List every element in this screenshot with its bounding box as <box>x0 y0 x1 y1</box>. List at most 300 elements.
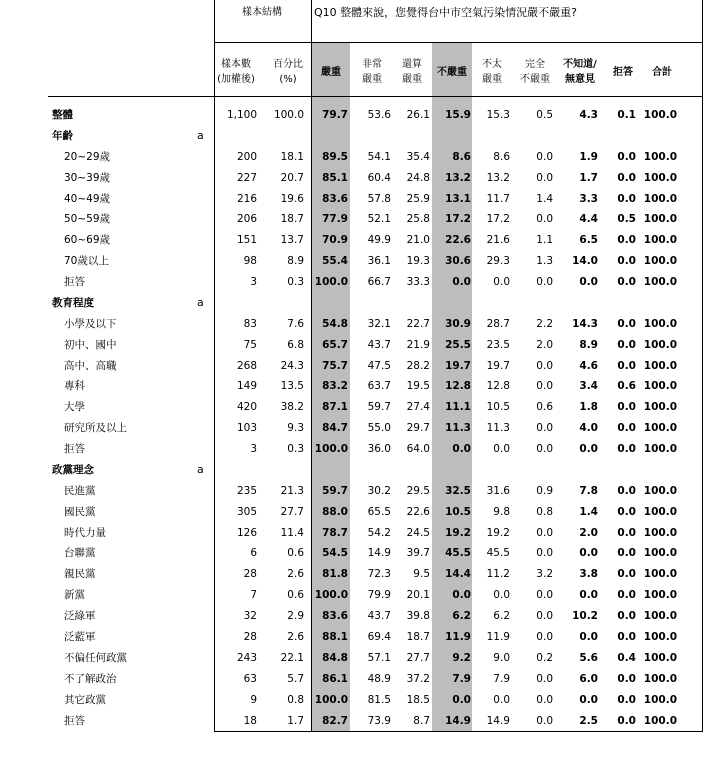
table-cell-refuse: 0.0 <box>617 506 636 518</box>
column-header-fairly: 嚴重 <box>402 74 422 85</box>
table-cell-total: 100.0 <box>643 610 677 622</box>
table-cell-refuse: 0.0 <box>617 401 636 413</box>
table-cell-dk: 3.3 <box>579 193 598 205</box>
table-cell-total: 100.0 <box>643 255 677 267</box>
table-cell-serious: 88.0 <box>322 506 348 518</box>
table-cell-notserious: 14.4 <box>445 568 471 580</box>
table-cell-dk: 6.0 <box>579 673 598 685</box>
table-cell-n: 420 <box>236 401 257 413</box>
table-cell-notvery: 19.2 <box>486 527 510 539</box>
table-cell-notvery: 9.0 <box>493 652 510 664</box>
table-cell-notatall: 0.0 <box>536 360 553 372</box>
table-cell-fairly: 21.9 <box>406 339 430 351</box>
significance-mark: a <box>197 296 204 309</box>
table-cell-total: 100.0 <box>643 506 677 518</box>
table-cell-fairly: 39.8 <box>406 610 430 622</box>
row-label: 拒答 <box>64 715 85 727</box>
table-cell-notvery: 21.6 <box>486 234 510 246</box>
table-cell-dk: 5.6 <box>579 652 598 664</box>
table-cell-notvery: 12.8 <box>486 380 510 392</box>
table-cell-pct: 38.2 <box>280 401 304 413</box>
table-cell-total: 100.0 <box>643 276 677 288</box>
table-cell-dk: 4.6 <box>579 360 598 372</box>
significance-mark: a <box>197 463 204 476</box>
table-cell-very: 14.9 <box>367 547 391 559</box>
table-cell-fairly: 24.8 <box>406 172 430 184</box>
table-cell-dk: 1.4 <box>579 506 598 518</box>
section-label: 教育程度 <box>52 297 94 309</box>
column-header-notserious: 不嚴重 <box>437 67 467 78</box>
table-cell-notvery: 29.3 <box>486 255 510 267</box>
table-cell-n: 149 <box>236 380 257 392</box>
table-cell-pct: 0.6 <box>287 547 304 559</box>
table-cell-n: 305 <box>236 506 257 518</box>
table-cell-pct: 21.3 <box>280 485 304 497</box>
table-cell-notatall: 0.2 <box>536 652 553 664</box>
column-header-serious: 嚴重 <box>321 67 341 78</box>
table-cell-very: 57.1 <box>367 652 391 664</box>
table-cell-serious: 78.7 <box>322 527 348 539</box>
table-cell-refuse: 0.0 <box>617 589 636 601</box>
table-cell-n: 83 <box>243 318 257 330</box>
table-cell-notvery: 13.2 <box>486 172 510 184</box>
table-cell-n: 216 <box>236 193 257 205</box>
table-cell-pct: 2.6 <box>287 631 304 643</box>
table-cell-notatall: 0.0 <box>536 610 553 622</box>
table-cell-very: 36.1 <box>367 255 391 267</box>
table-cell-serious: 79.7 <box>322 109 348 121</box>
table-cell-dk: 3.8 <box>579 568 598 580</box>
table-cell-notserious: 8.6 <box>452 151 471 163</box>
table-cell-total: 100.0 <box>643 422 677 434</box>
table-cell-refuse: 0.0 <box>617 255 636 267</box>
column-header-n: (加權後) <box>217 74 255 85</box>
table-cell-notserious: 45.5 <box>445 547 471 559</box>
table-cell-refuse: 0.0 <box>617 610 636 622</box>
table-cell-notserious: 11.9 <box>445 631 471 643</box>
table-cell-refuse: 0.0 <box>617 694 636 706</box>
table-cell-serious: 81.8 <box>322 568 348 580</box>
column-header-total: 合計 <box>652 67 672 78</box>
table-cell-pct: 5.7 <box>287 673 304 685</box>
table-cell-notatall: 0.0 <box>536 276 553 288</box>
table-cell-fairly: 18.7 <box>406 631 430 643</box>
table-cell-refuse: 0.0 <box>617 485 636 497</box>
table-cell-serious: 84.7 <box>322 422 348 434</box>
table-cell-notatall: 0.5 <box>536 109 553 121</box>
row-label: 泛綠軍 <box>64 610 96 622</box>
table-cell-refuse: 0.0 <box>617 172 636 184</box>
table-cell-notvery: 0.0 <box>493 276 510 288</box>
table-cell-notserious: 32.5 <box>445 485 471 497</box>
table-cell-very: 36.0 <box>367 443 391 455</box>
table-cell-n: 268 <box>236 360 257 372</box>
table-cell-notserious: 9.2 <box>452 652 471 664</box>
table-cell-serious: 100.0 <box>314 443 348 455</box>
table-cell-notvery: 11.7 <box>486 193 510 205</box>
table-bottom-border <box>214 731 702 732</box>
table-cell-serious: 89.5 <box>322 151 348 163</box>
table-cell-total: 100.0 <box>643 401 677 413</box>
table-cell-dk: 2.0 <box>579 527 598 539</box>
table-cell-dk: 4.3 <box>579 109 598 121</box>
table-cell-notvery: 11.9 <box>486 631 510 643</box>
table-cell-refuse: 0.0 <box>617 568 636 580</box>
table-cell-notatall: 1.3 <box>536 255 553 267</box>
table-cell-pct: 100.0 <box>273 109 304 121</box>
row-label: 高中、高職 <box>64 360 117 372</box>
table-cell-refuse: 0.0 <box>617 339 636 351</box>
table-cell-notatall: 0.0 <box>536 715 553 727</box>
table-cell-notserious: 22.6 <box>445 234 471 246</box>
table-cell-notatall: 0.0 <box>536 589 553 601</box>
table-cell-notserious: 12.8 <box>445 380 471 392</box>
table-cell-total: 100.0 <box>643 234 677 246</box>
column-header-notvery: 嚴重 <box>482 74 502 85</box>
table-cell-notvery: 6.2 <box>493 610 510 622</box>
table-cell-total: 100.0 <box>643 151 677 163</box>
column-header-dk: 無意見 <box>565 74 595 85</box>
table-cell-notvery: 19.7 <box>486 360 510 372</box>
table-cell-notvery: 14.9 <box>486 715 510 727</box>
table-cell-very: 47.5 <box>367 360 391 372</box>
table-cell-fairly: 35.4 <box>406 151 430 163</box>
table-cell-notserious: 0.0 <box>452 443 471 455</box>
table-cell-very: 54.2 <box>367 527 391 539</box>
table-cell-serious: 55.4 <box>322 255 348 267</box>
table-cell-very: 79.9 <box>367 589 391 601</box>
column-header-very: 非常 <box>362 59 382 70</box>
table-cell-dk: 1.8 <box>579 401 598 413</box>
table-cell-dk: 0.0 <box>579 694 598 706</box>
table-cell-fairly: 29.7 <box>406 422 430 434</box>
table-cell-notatall: 0.0 <box>536 694 553 706</box>
table-cell-notserious: 6.2 <box>452 610 471 622</box>
table-cell-n: 227 <box>236 172 257 184</box>
table-cell-pct: 2.9 <box>287 610 304 622</box>
table-cell-notserious: 13.1 <box>445 193 471 205</box>
table-cell-very: 43.7 <box>367 339 391 351</box>
table-cell-serious: 54.8 <box>322 318 348 330</box>
table-cell-notserious: 7.9 <box>452 673 471 685</box>
header-divider-top <box>214 42 702 43</box>
table-cell-refuse: 0.0 <box>617 527 636 539</box>
table-cell-notserious: 19.2 <box>445 527 471 539</box>
table-cell-fairly: 25.9 <box>406 193 430 205</box>
table-cell-dk: 6.5 <box>579 234 598 246</box>
table-cell-serious: 100.0 <box>314 589 348 601</box>
table-cell-notatall: 0.0 <box>536 380 553 392</box>
table-cell-fairly: 8.7 <box>413 715 430 727</box>
table-cell-serious: 100.0 <box>314 694 348 706</box>
table-cell-n: 28 <box>243 568 257 580</box>
table-cell-total: 100.0 <box>643 172 677 184</box>
table-cell-notvery: 9.8 <box>493 506 510 518</box>
table-cell-notvery: 11.3 <box>486 422 510 434</box>
table-cell-total: 100.0 <box>643 631 677 643</box>
table-cell-total: 100.0 <box>643 213 677 225</box>
divider-right <box>702 0 703 732</box>
table-cell-n: 206 <box>236 213 257 225</box>
row-label: 70歲以上 <box>64 255 109 267</box>
significance-mark: a <box>197 129 204 142</box>
table-cell-n: 63 <box>243 673 257 685</box>
table-cell-very: 32.1 <box>367 318 391 330</box>
table-cell-fairly: 9.5 <box>413 568 430 580</box>
table-cell-notserious: 0.0 <box>452 694 471 706</box>
table-cell-fairly: 27.4 <box>406 401 430 413</box>
table-cell-notvery: 23.5 <box>486 339 510 351</box>
table-cell-refuse: 0.0 <box>617 547 636 559</box>
table-cell-refuse: 0.1 <box>617 109 636 121</box>
column-header-notatall: 不嚴重 <box>520 74 550 85</box>
column-header-pct: 百分比 <box>273 59 303 70</box>
table-cell-total: 100.0 <box>643 339 677 351</box>
table-cell-pct: 18.1 <box>280 151 304 163</box>
table-cell-notatall: 1.4 <box>536 193 553 205</box>
table-cell-notvery: 7.9 <box>493 673 510 685</box>
table-cell-refuse: 0.0 <box>617 193 636 205</box>
table-cell-refuse: 0.0 <box>617 631 636 643</box>
column-header-notatall: 完全 <box>525 59 545 70</box>
table-cell-dk: 0.0 <box>579 589 598 601</box>
table-cell-refuse: 0.0 <box>617 234 636 246</box>
table-cell-very: 48.9 <box>367 673 391 685</box>
row-label: 親民黨 <box>64 568 96 580</box>
table-cell-serious: 85.1 <box>322 172 348 184</box>
table-cell-very: 63.7 <box>367 380 391 392</box>
table-cell-n: 151 <box>236 234 257 246</box>
column-header-fairly: 還算 <box>402 59 422 70</box>
table-cell-very: 66.7 <box>367 276 391 288</box>
section-label: 政黨理念 <box>52 464 94 476</box>
table-cell-pct: 1.7 <box>287 715 304 727</box>
table-cell-very: 43.7 <box>367 610 391 622</box>
table-cell-very: 60.4 <box>367 172 391 184</box>
row-label: 拒答 <box>64 276 85 288</box>
table-cell-very: 49.9 <box>367 234 391 246</box>
table-cell-total: 100.0 <box>643 673 677 685</box>
table-cell-fairly: 28.2 <box>406 360 430 372</box>
sample-structure-heading: 樣本結構 <box>242 7 282 18</box>
table-cell-notserious: 15.9 <box>445 109 471 121</box>
table-cell-pct: 0.6 <box>287 589 304 601</box>
question-title: Q10 整體來說，您覺得台中市空氣污染情況嚴不嚴重? <box>314 6 577 19</box>
row-label: 20~29歲 <box>64 151 111 163</box>
table-cell-n: 3 <box>250 276 257 288</box>
row-label: 專科 <box>64 380 85 392</box>
table-cell-refuse: 0.0 <box>617 360 636 372</box>
table-cell-notserious: 11.3 <box>445 422 471 434</box>
table-cell-pct: 19.6 <box>280 193 304 205</box>
table-cell-serious: 54.5 <box>322 547 348 559</box>
table-cell-very: 81.5 <box>367 694 391 706</box>
table-cell-notvery: 17.2 <box>486 213 510 225</box>
table-cell-fairly: 39.7 <box>406 547 430 559</box>
table-cell-dk: 4.4 <box>579 213 598 225</box>
table-cell-notvery: 11.2 <box>486 568 510 580</box>
table-cell-very: 73.9 <box>367 715 391 727</box>
row-label: 小學及以下 <box>64 318 117 330</box>
table-cell-serious: 84.8 <box>322 652 348 664</box>
column-header-notvery: 不太 <box>482 59 502 70</box>
table-cell-pct: 6.8 <box>287 339 304 351</box>
table-cell-notatall: 0.6 <box>536 401 553 413</box>
table-cell-notserious: 13.2 <box>445 172 471 184</box>
row-label: 時代力量 <box>64 527 106 539</box>
table-cell-total: 100.0 <box>643 109 677 121</box>
table-cell-very: 53.6 <box>367 109 391 121</box>
table-cell-very: 65.5 <box>367 506 391 518</box>
table-cell-dk: 1.9 <box>579 151 598 163</box>
table-cell-n: 18 <box>243 715 257 727</box>
table-cell-pct: 11.4 <box>280 527 304 539</box>
row-label: 新黨 <box>64 589 85 601</box>
table-cell-fairly: 19.3 <box>406 255 430 267</box>
table-cell-refuse: 0.6 <box>617 380 636 392</box>
table-cell-serious: 100.0 <box>314 276 348 288</box>
column-header-very: 嚴重 <box>362 74 382 85</box>
table-cell-n: 98 <box>243 255 257 267</box>
table-cell-notserious: 30.6 <box>445 255 471 267</box>
table-cell-notatall: 0.0 <box>536 673 553 685</box>
table-cell-notvery: 28.7 <box>486 318 510 330</box>
row-label: 民進黨 <box>64 485 96 497</box>
table-cell-dk: 14.3 <box>572 318 598 330</box>
table-cell-serious: 77.9 <box>322 213 348 225</box>
table-cell-notvery: 31.6 <box>486 485 510 497</box>
table-cell-fairly: 25.8 <box>406 213 430 225</box>
table-cell-pct: 13.7 <box>280 234 304 246</box>
table-cell-dk: 0.0 <box>579 631 598 643</box>
table-cell-notserious: 11.1 <box>445 401 471 413</box>
table-cell-pct: 13.5 <box>280 380 304 392</box>
table-cell-total: 100.0 <box>643 694 677 706</box>
table-cell-notatall: 2.2 <box>536 318 553 330</box>
table-cell-refuse: 0.4 <box>617 652 636 664</box>
table-cell-notvery: 10.5 <box>486 401 510 413</box>
table-cell-notvery: 45.5 <box>486 547 510 559</box>
table-cell-fairly: 20.1 <box>406 589 430 601</box>
table-cell-notserious: 25.5 <box>445 339 471 351</box>
table-cell-serious: 75.7 <box>322 360 348 372</box>
table-cell-pct: 24.3 <box>280 360 304 372</box>
row-label: 拒答 <box>64 443 85 455</box>
table-cell-n: 9 <box>250 694 257 706</box>
table-cell-total: 100.0 <box>643 443 677 455</box>
table-cell-notserious: 0.0 <box>452 276 471 288</box>
table-cell-serious: 87.1 <box>322 401 348 413</box>
table-cell-fairly: 29.5 <box>406 485 430 497</box>
table-cell-notatall: 0.0 <box>536 443 553 455</box>
table-cell-pct: 0.8 <box>287 694 304 706</box>
table-cell-n: 28 <box>243 631 257 643</box>
table-cell-notatall: 0.8 <box>536 506 553 518</box>
table-cell-fairly: 37.2 <box>406 673 430 685</box>
table-cell-serious: 86.1 <box>322 673 348 685</box>
row-label: 不偏任何政黨 <box>64 652 127 664</box>
table-cell-serious: 59.7 <box>322 485 348 497</box>
table-cell-n: 243 <box>236 652 257 664</box>
table-cell-pct: 2.6 <box>287 568 304 580</box>
table-cell-n: 6 <box>250 547 257 559</box>
table-cell-refuse: 0.0 <box>617 276 636 288</box>
column-header-pct: (%) <box>279 74 297 85</box>
table-cell-notatall: 2.0 <box>536 339 553 351</box>
column-header-dk: 不知道/ <box>563 59 597 70</box>
table-cell-total: 100.0 <box>643 360 677 372</box>
table-cell-n: 200 <box>236 151 257 163</box>
row-label: 50~59歲 <box>64 213 111 225</box>
row-label: 40~49歲 <box>64 193 111 205</box>
table-cell-dk: 0.0 <box>579 443 598 455</box>
table-cell-n: 1,100 <box>226 109 257 121</box>
table-cell-notserious: 19.7 <box>445 360 471 372</box>
table-cell-total: 100.0 <box>643 652 677 664</box>
table-cell-total: 100.0 <box>643 193 677 205</box>
table-cell-fairly: 24.5 <box>406 527 430 539</box>
table-cell-total: 100.0 <box>643 568 677 580</box>
table-cell-serious: 83.2 <box>322 380 348 392</box>
table-cell-notvery: 0.0 <box>493 694 510 706</box>
table-cell-notserious: 14.9 <box>445 715 471 727</box>
table-cell-serious: 65.7 <box>322 339 348 351</box>
table-cell-n: 126 <box>236 527 257 539</box>
table-cell-pct: 0.3 <box>287 443 304 455</box>
table-cell-notvery: 0.0 <box>493 589 510 601</box>
row-label: 台聯黨 <box>64 547 96 559</box>
table-cell-notvery: 15.3 <box>486 109 510 121</box>
table-cell-refuse: 0.0 <box>617 715 636 727</box>
table-cell-total: 100.0 <box>643 715 677 727</box>
table-cell-notatall: 0.0 <box>536 172 553 184</box>
table-cell-fairly: 18.5 <box>406 694 430 706</box>
table-cell-pct: 9.3 <box>287 422 304 434</box>
table-cell-n: 103 <box>236 422 257 434</box>
table-cell-total: 100.0 <box>643 527 677 539</box>
table-cell-very: 59.7 <box>367 401 391 413</box>
table-cell-very: 72.3 <box>367 568 391 580</box>
table-cell-fairly: 26.1 <box>406 109 430 121</box>
table-cell-pct: 22.1 <box>280 652 304 664</box>
table-cell-total: 100.0 <box>643 485 677 497</box>
table-cell-refuse: 0.5 <box>617 213 636 225</box>
table-cell-dk: 7.8 <box>579 485 598 497</box>
row-label: 30~39歲 <box>64 172 111 184</box>
table-cell-very: 57.8 <box>367 193 391 205</box>
table-cell-notatall: 0.0 <box>536 213 553 225</box>
row-label: 大學 <box>64 401 85 413</box>
table-cell-serious: 83.6 <box>322 610 348 622</box>
table-cell-fairly: 33.3 <box>406 276 430 288</box>
table-cell-refuse: 0.0 <box>617 422 636 434</box>
table-cell-notatall: 0.9 <box>536 485 553 497</box>
row-label: 國民黨 <box>64 506 96 518</box>
table-cell-notatall: 1.1 <box>536 234 553 246</box>
table-cell-refuse: 0.0 <box>617 673 636 685</box>
table-cell-refuse: 0.0 <box>617 151 636 163</box>
table-cell-notvery: 0.0 <box>493 443 510 455</box>
table-cell-dk: 10.2 <box>572 610 598 622</box>
table-cell-pct: 27.7 <box>280 506 304 518</box>
table-cell-notatall: 0.0 <box>536 527 553 539</box>
table-cell-dk: 0.0 <box>579 276 598 288</box>
table-cell-total: 100.0 <box>643 380 677 392</box>
section-label: 年齡 <box>52 130 73 142</box>
row-label: 初中、國中 <box>64 339 117 351</box>
table-cell-dk: 3.4 <box>579 380 598 392</box>
table-cell-notserious: 30.9 <box>445 318 471 330</box>
